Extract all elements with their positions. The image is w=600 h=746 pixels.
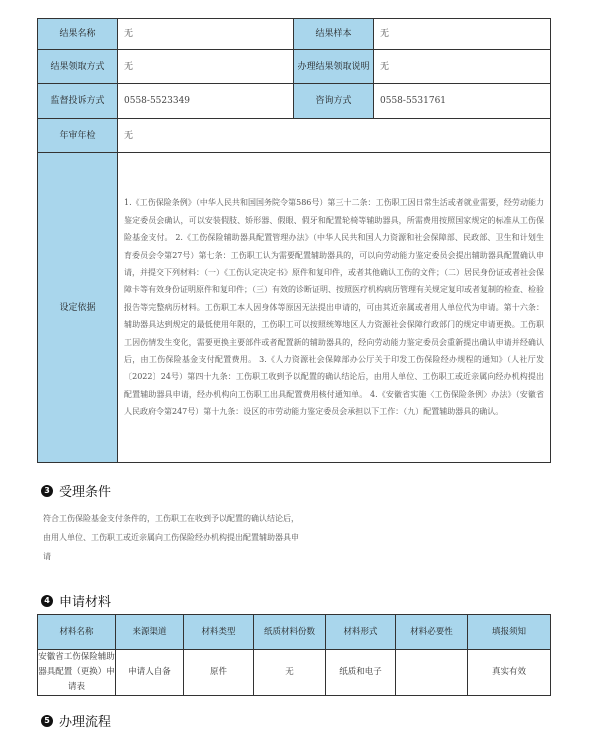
section-title: 受理条件: [59, 485, 112, 500]
legal-basis-text: 1.《工伤保险条例》（中华人民共和国国务院令第586号）第三十二条：工伤职工因日常生活或者就业需要，经劳动能力鉴定委员会确认，可以安装假肢、矫形器、假眼、假牙和配置轮椅等辅助器具，所需费用按照国家规定的标准从工伤保险基金支付。 2.《工伤保险辅助器具配置管理办法》（中华人民共和国人力资源和社会保障部、民政部、卫生和计划生育委员会令第27号）第七条：工伤职工认为需要配置辅助器具的，可以向劳动能力鉴定委员会提出辅助器具配置确认申请，并提交下列材料：（一）《工伤认定决定书》原件和复印件，或者其他确认工伤的文件；（二）居民身份证或者社会保障卡等有效身份证明原件和复印件；（三）有效的诊断证明、按照医疗机构病历管理有关规定复印或者复制的检查、检验报告等完整病历材料。工伤职工本人因身体等原因无法提出申请的，可由其近亲属或者用人单位代为申请。第十六条：辅助器具达到规定的最低使用年限的，工伤职工可以按照统筹地区人力资源社会保障行政部门的规定申请更换。工伤职工因伤情发生变化，需要更换主要部件或者配置新的辅助器具的，经向劳动能力鉴定委员会重新提出确认申请并经确认后，由工伤保险基金支付配置费用。 3.《人力资源社会保障部办公厅关于印发工伤保险经办规程的通知》（人社厅发〔2022〕24号）第四十九条：工伤职工收到予以配置的确认结论后，由用人单位、工伤职工或近亲属向经办机构提出配置辅助器具申请，经办机构向工伤职工出具配置费用核付通知单。 4.《安徽省实施〈工伤保险条例〉办法》（安徽省人民政府令第247号）第十九条：设区的市劳动能力鉴定委员会承担以下工作：（九）配置辅助器具的确认。: [118, 153, 551, 463]
section-title: 办理流程: [59, 715, 112, 730]
column-header: 材料形式: [326, 615, 396, 650]
result-name-value: 无: [118, 19, 294, 50]
section-header: [41, 481, 111, 500]
complaint-label: 监督投诉方式: [38, 84, 118, 119]
condition-line: 符合工伤保险基金支付条件的，工伤职工在收到予以配置的确认结论后，: [43, 514, 299, 523]
annual-review-label: 年审年检: [38, 119, 118, 153]
pickup-note-label: 办理结果领取说明: [294, 50, 374, 84]
section-header: [41, 711, 111, 730]
complaint-phone: 0558-5523349: [118, 84, 294, 119]
acceptance-conditions: [43, 509, 383, 566]
info-row: [38, 153, 551, 463]
info-row: [38, 84, 551, 119]
condition-line: 由用人单位、工伤职工或近亲属向工伤保险经办机构提出配置辅助器具申: [43, 533, 299, 542]
result-name-label: 结果名称: [38, 19, 118, 50]
annual-review-value: 无: [118, 119, 551, 153]
section-header: [41, 591, 111, 610]
condition-line: 请: [43, 552, 51, 561]
pickup-method-label: 结果领取方式: [38, 50, 118, 84]
material-source: 申请人自备: [116, 650, 184, 696]
material-name: 安徽省工伤保险辅助器具配置（更换）申请表: [38, 650, 116, 696]
consult-phone: 0558-5531761: [374, 84, 551, 119]
materials-table: [37, 614, 551, 696]
table-header-row: [38, 615, 551, 650]
info-row: [38, 19, 551, 50]
column-header: 填报须知: [468, 615, 551, 650]
material-form: 纸质和电子: [326, 650, 396, 696]
consult-label: 咨询方式: [294, 84, 374, 119]
material-type: 原件: [184, 650, 254, 696]
section-number-badge: 4: [41, 595, 53, 607]
column-header: 来源渠道: [116, 615, 184, 650]
column-header: 材料名称: [38, 615, 116, 650]
table-row: [38, 650, 551, 696]
paper-copies: 无: [254, 650, 326, 696]
legal-basis-label: 设定依据: [38, 153, 118, 463]
column-header: 材料必要性: [396, 615, 468, 650]
info-row: [38, 119, 551, 153]
result-sample-label: 结果样本: [294, 19, 374, 50]
section-number-badge: 3: [41, 485, 53, 497]
material-necessity: [396, 650, 468, 696]
pickup-method-value: 无: [118, 50, 294, 84]
pickup-note-value: 无: [374, 50, 551, 84]
result-sample-value: 无: [374, 19, 551, 50]
info-row: [38, 50, 551, 84]
section-number-badge: 5: [41, 715, 53, 727]
fill-notes: 真实有效: [468, 650, 551, 696]
info-table: [37, 18, 551, 463]
column-header: 材料类型: [184, 615, 254, 650]
column-header: 纸质材料份数: [254, 615, 326, 650]
section-title: 申请材料: [59, 595, 112, 610]
